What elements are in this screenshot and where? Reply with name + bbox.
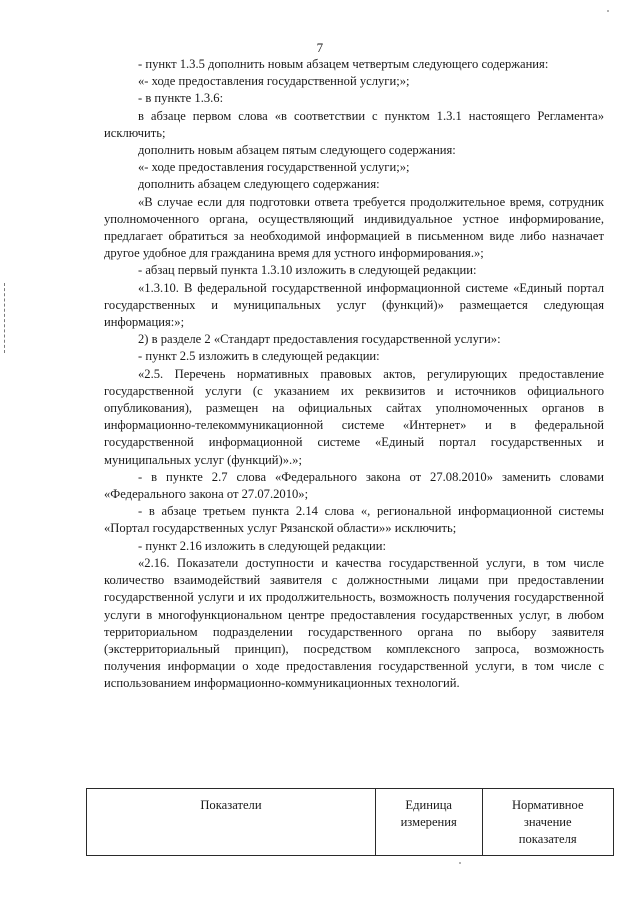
paragraph: - абзац первый пункта 1.3.10 изложить в следующей редакции: [138,263,477,278]
indicators-table-header [86,788,614,856]
document-body [104,56,604,693]
paragraph: дополнить абзацем следующего содержания: [138,177,380,192]
page-number: 7 [316,40,324,55]
paragraph: - пункт 1.3.5 дополнить новым абзацем четвертым следующего содержания: [138,57,549,71]
paragraph: «- ходе предоставления государственной услуги;»; [138,74,410,89]
header-cell-normative-value [483,789,614,855]
paragraph: «В случае если для подготовки ответа требуется продолжительное время, сотрудник уполномоченного органа, осуществляющий индивидуальное устное информирование, предлагает обратиться за необходимой информацией в письменном виде либо назначает другое удобное для гражданина время для устного информирования.»; [104,194,604,261]
paragraph: - в пункте 1.3.6: [138,91,224,106]
paragraph: «2.16. Показатели доступности и качества государственной услуги, в том числе количество взаимодействий заявителя с должностными лицами при предоставлении государственной услуги и их продолжительность, возможность получения государственной услуги в многофункциональном центре предоставления государственных услуг, в любом территориальном подразделении государственного органа по выбору заявителя (экстерриториальный принцип), посредством комплексного запроса, возможность получения информации о ходе предоставления государственной услуги, в том числе с использованием информационно-коммуникационных технологий. [104,555,604,691]
paragraph: - в пункте 2.7 слова «Федерального закона от 27.08.2010» заменить словами «Федерального закона от 27.07.2010»; [104,469,604,502]
header-cell-unit [376,789,483,855]
paragraph: - в абзаце третьем пункта 2.14 слова «, региональной информационной системы «Портал государственных услуг Рязанской области»» исключить; [104,504,604,536]
paragraph: «1.3.10. В федеральной государственной информационной системе «Единый портал государственных и муниципальных услуг (функций)» размещается следующая информация:»; [104,280,604,330]
scan-speck [459,862,461,864]
paragraph: дополнить новым абзацем пятым следующего содержания: [138,143,456,158]
header-cell-normative-text: Нормативное значение показателя [511,798,584,846]
paragraph: - пункт 2.5 изложить в следующей редакции: [138,349,380,364]
margin-binding-mark [4,283,5,353]
paragraph: 2) в разделе 2 «Стандарт предоставления государственной услуги»: [138,332,501,347]
scan-speck [607,10,609,12]
paragraph: «- ходе предоставления государственной услуги;»; [138,160,410,175]
header-cell-unit-text: Единица измерения [400,798,457,829]
paragraph: - пункт 2.16 изложить в следующей редакции: [138,538,386,553]
paragraph: в абзаце первом слова «в соответствии с пунктом 1.3.1 настоящего Регламента» исключить; [104,108,604,140]
paragraph: «2.5. Перечень нормативных правовых актов, регулирующих предоставление государственной услуги (с указанием их реквизитов и источников официального опубликования), размещен на официальных сайтах уполномоченных органов в информационно-телекоммуникационной системе «Интернет» и в федеральной государственной информационной системе «Единый портал государственных и муниципальных услуг (функций)».»; [104,366,604,467]
header-cell-indicators: Показатели [87,789,376,855]
